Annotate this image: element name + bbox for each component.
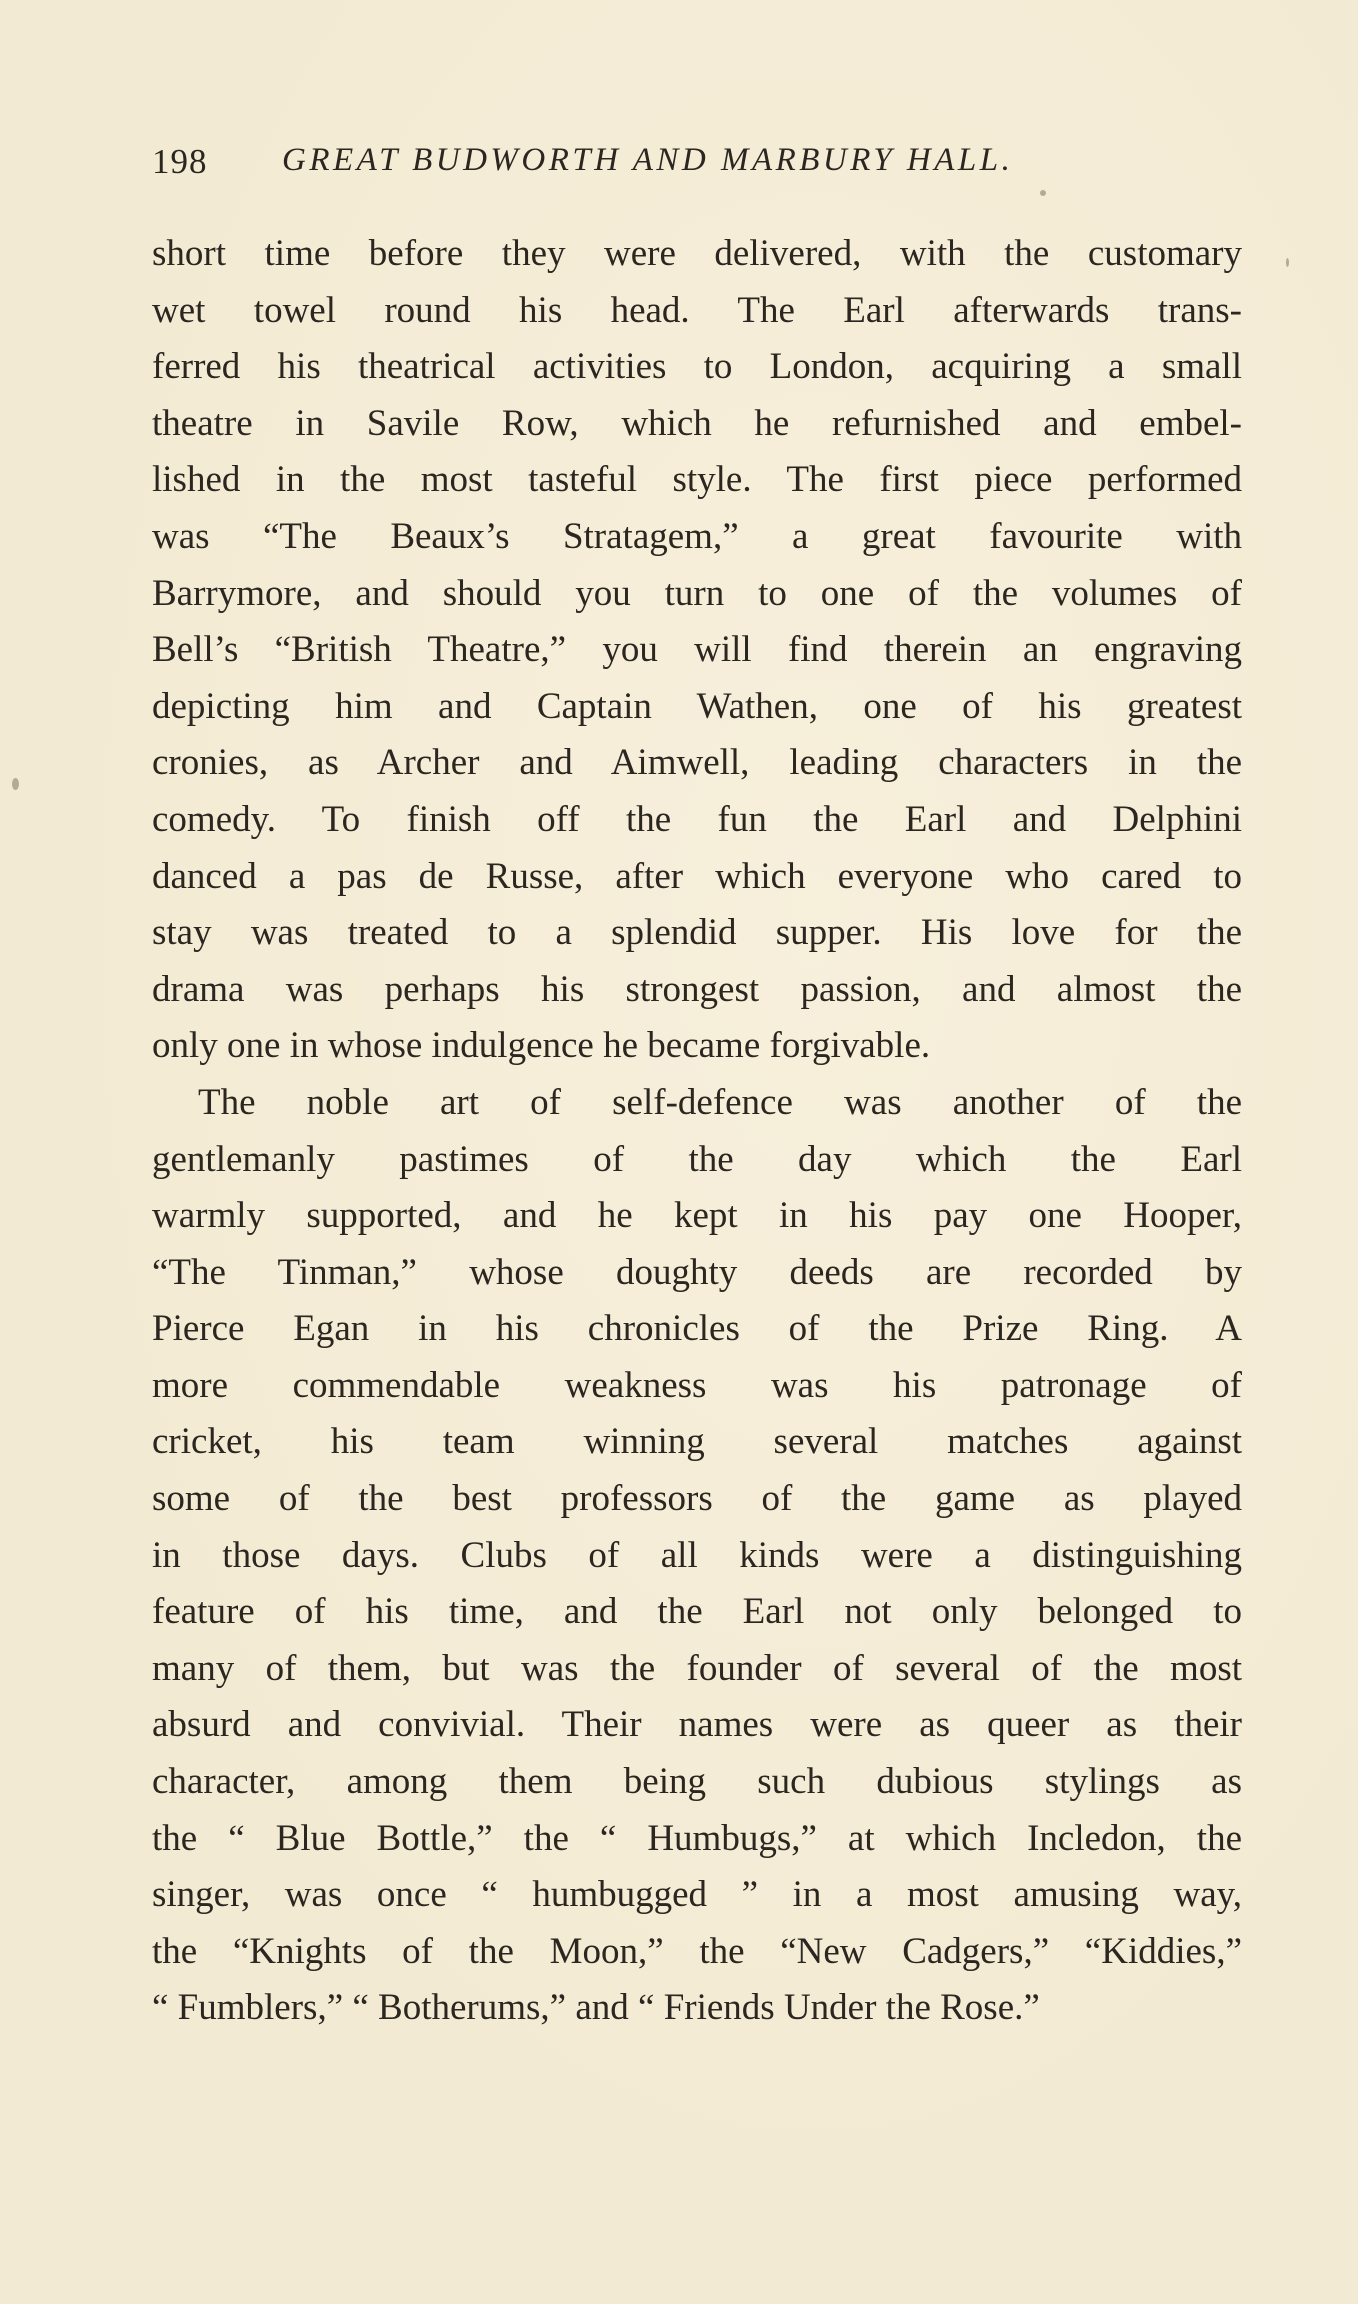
text-line: the “ Blue Bottle,” the “ Humbugs,” at which Incledon, the bbox=[152, 1817, 1242, 1859]
body-text bbox=[152, 226, 1242, 2037]
text-line: some of the best professors of the game as played bbox=[152, 1478, 1242, 1520]
text-line: comedy. To finish off the fun the Earl and Delphini bbox=[152, 798, 1242, 840]
text-line: cricket, his team winning several matches against bbox=[152, 1421, 1242, 1463]
text-line: cronies, as Archer and Aimwell, leading characters in the bbox=[152, 742, 1242, 784]
text-line: “ Fumblers,” “ Botherums,” and “ Friends Under the Rose.” bbox=[152, 1987, 1040, 2029]
text-line: feature of his time, and the Earl not only belonged to bbox=[152, 1591, 1242, 1633]
text-line: in those days. Clubs of all kinds were a distinguishing bbox=[152, 1534, 1242, 1576]
paper-speck bbox=[1040, 190, 1046, 196]
paper-speck bbox=[12, 778, 19, 790]
text-line: the “Knights of the Moon,” the “New Cadgers,” “Kiddies,” bbox=[152, 1930, 1242, 1972]
text-line: absurd and convivial. Their names were as queer as their bbox=[152, 1704, 1242, 1746]
running-head bbox=[152, 142, 1252, 192]
text-line: more commendable weakness was his patronage of bbox=[152, 1364, 1242, 1406]
text-line: gentlemanly pastimes of the day which the Earl bbox=[152, 1138, 1242, 1180]
text-line: “The Tinman,” whose doughty deeds are recorded by bbox=[152, 1251, 1242, 1293]
text-line: Bell’s “British Theatre,” you will find therein an engraving bbox=[152, 629, 1242, 671]
text-line: lished in the most tasteful style. The first piece performed bbox=[152, 459, 1242, 501]
text-line: drama was perhaps his strongest passion, and almost the bbox=[152, 968, 1242, 1010]
text-line: character, among them being such dubious stylings as bbox=[152, 1761, 1242, 1803]
text-line: singer, was once “ humbugged ” in a most amusing way, bbox=[152, 1874, 1242, 1916]
text-line: theatre in Savile Row, which he refurnished and embel- bbox=[152, 402, 1242, 444]
text-line: many of them, but was the founder of several of the most bbox=[152, 1647, 1242, 1689]
text-line: stay was treated to a splendid supper. His love for the bbox=[152, 912, 1242, 954]
running-title: GREAT BUDWORTH AND MARBURY HALL. bbox=[282, 142, 1014, 178]
page-number: 198 bbox=[152, 142, 208, 181]
text-line: short time before they were delivered, with the customary bbox=[152, 233, 1242, 274]
text-line: was “The Beaux’s Stratagem,” a great favourite with bbox=[152, 515, 1242, 557]
text-line: Pierce Egan in his chronicles of the Prize Ring. A bbox=[152, 1308, 1242, 1350]
paper-speck bbox=[1286, 258, 1289, 267]
text-line: danced a pas de Russe, after which everyone who cared to bbox=[152, 855, 1242, 897]
text-line: warmly supported, and he kept in his pay one Hooper, bbox=[152, 1195, 1242, 1237]
text-line: Barrymore, and should you turn to one of the volumes of bbox=[152, 572, 1242, 614]
text-line: depicting him and Captain Wathen, one of his greatest bbox=[152, 685, 1242, 727]
text-line: ferred his theatrical activities to London, acquiring a small bbox=[152, 346, 1242, 388]
text-line: only one in whose indulgence he became forgivable. bbox=[152, 1025, 931, 1067]
text-line: The noble art of self-defence was another of the bbox=[198, 1081, 1242, 1123]
text-line: wet towel round his head. The Earl afterwards trans- bbox=[152, 289, 1242, 331]
